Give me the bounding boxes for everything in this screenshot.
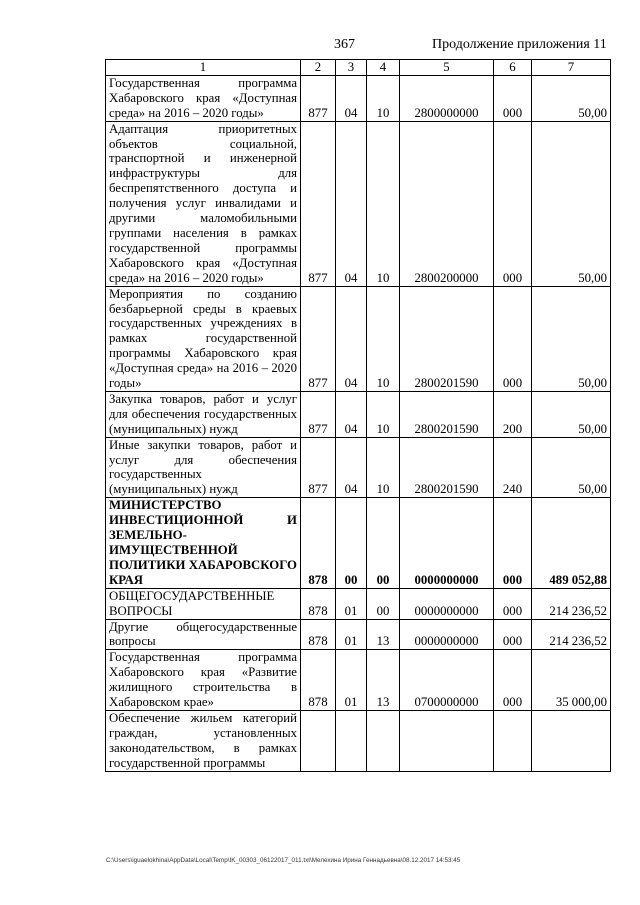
subsection-code-cell: 00 bbox=[367, 498, 400, 588]
expense-type-code-cell: 000 bbox=[494, 588, 532, 619]
subsection-code-cell: 13 bbox=[367, 650, 400, 711]
amount-cell: 50,00 bbox=[532, 391, 611, 437]
amount-cell: 35 000,00 bbox=[532, 650, 611, 711]
row-name-cell: Государственная программа Хабаровского края «Доступная среда» на 2016 – 2020 годы» bbox=[106, 75, 301, 121]
expense-type-code-cell: 200 bbox=[494, 391, 532, 437]
column-number: 2 bbox=[301, 60, 336, 76]
amount-cell: 214 236,52 bbox=[532, 588, 611, 619]
target-item-code-cell: 2800000000 bbox=[400, 75, 494, 121]
subsection-code-cell: 13 bbox=[367, 619, 400, 650]
column-number: 1 bbox=[106, 60, 301, 76]
subsection-code-cell: 00 bbox=[367, 588, 400, 619]
expense-type-code-cell: 000 bbox=[494, 619, 532, 650]
amount-cell: 214 236,52 bbox=[532, 619, 611, 650]
section-code-cell: 04 bbox=[336, 286, 367, 391]
row-name-cell: Мероприятия по созданию безбарьерной среды в краевых государственных учреждениях в рамках государственной программы Хабаровского края «Доступная среда» на 2016 – 2020 годы» bbox=[106, 286, 301, 391]
column-number: 6 bbox=[494, 60, 532, 76]
subsection-code-cell: 10 bbox=[367, 391, 400, 437]
column-number: 7 bbox=[532, 60, 611, 76]
target-item-code-cell: 2800200000 bbox=[400, 121, 494, 286]
column-number: 4 bbox=[367, 60, 400, 76]
row-name-cell: МИНИСТЕРСТВО ИНВЕСТИЦИОННОЙ И ЗЕМЕЛЬНО-ИМУЩЕСТВЕННОЙ ПОЛИТИКИ ХАБАРОВСКОГО КРАЯ bbox=[106, 498, 301, 588]
row-name-cell: Иные закупки товаров, работ и услуг для обеспечения государственных (муниципальных) нужд bbox=[106, 437, 301, 498]
section-code-cell: 04 bbox=[336, 437, 367, 498]
file-path-footer: C:\Users\iguaelokhina\AppData\Local\Temp\IK_00303_06122017_011.txt\Мелехина Ирина Геннадьевна\08.12.2017 14:53:45 bbox=[106, 857, 461, 864]
subsection-code-cell: 10 bbox=[367, 437, 400, 498]
target-item-code-cell: 2800201590 bbox=[400, 391, 494, 437]
amount-cell: 50,00 bbox=[532, 121, 611, 286]
subsection-code-cell bbox=[367, 710, 400, 771]
table-row bbox=[106, 619, 611, 650]
amount-cell: 50,00 bbox=[532, 75, 611, 121]
row-name-cell: Обеспечение жильем категорий граждан, установленных законодательством, в рамках государственной программы bbox=[106, 710, 301, 771]
department-code-cell: 877 bbox=[301, 391, 336, 437]
expense-type-code-cell: 000 bbox=[494, 121, 532, 286]
column-number-row bbox=[106, 60, 611, 76]
target-item-code-cell: 0700000000 bbox=[400, 650, 494, 711]
department-code-cell: 877 bbox=[301, 437, 336, 498]
page-number: 367 bbox=[334, 37, 355, 52]
budget-table bbox=[105, 59, 611, 772]
expense-type-code-cell: 240 bbox=[494, 437, 532, 498]
department-code-cell: 877 bbox=[301, 286, 336, 391]
expense-type-code-cell bbox=[494, 710, 532, 771]
target-item-code-cell: 2800201590 bbox=[400, 286, 494, 391]
expense-type-code-cell: 000 bbox=[494, 75, 532, 121]
section-code-cell bbox=[336, 710, 367, 771]
amount-cell bbox=[532, 710, 611, 771]
amount-cell: 489 052,88 bbox=[532, 498, 611, 588]
target-item-code-cell: 0000000000 bbox=[400, 498, 494, 588]
row-name-cell: Другие общегосударственные вопросы bbox=[106, 619, 301, 650]
table-row bbox=[106, 121, 611, 286]
section-code-cell: 01 bbox=[336, 619, 367, 650]
expense-type-code-cell: 000 bbox=[494, 498, 532, 588]
subsection-code-cell: 10 bbox=[367, 286, 400, 391]
section-code-cell: 01 bbox=[336, 588, 367, 619]
amount-cell: 50,00 bbox=[532, 286, 611, 391]
amount-cell: 50,00 bbox=[532, 437, 611, 498]
department-code-cell: 878 bbox=[301, 498, 336, 588]
section-code-cell: 04 bbox=[336, 391, 367, 437]
section-code-cell: 04 bbox=[336, 121, 367, 286]
column-number: 5 bbox=[400, 60, 494, 76]
section-code-cell: 00 bbox=[336, 498, 367, 588]
row-name-cell: Государственная программа Хабаровского края «Развитие жилищного строительства в Хабаровском крае» bbox=[106, 650, 301, 711]
department-code-cell bbox=[301, 710, 336, 771]
target-item-code-cell: 0000000000 bbox=[400, 619, 494, 650]
table-row bbox=[106, 588, 611, 619]
row-name-cell: ОБЩЕГОСУДАРСТВЕННЫЕ ВОПРОСЫ bbox=[106, 588, 301, 619]
table-row bbox=[106, 710, 611, 771]
table-row bbox=[106, 286, 611, 391]
department-code-cell: 878 bbox=[301, 619, 336, 650]
table-row bbox=[106, 650, 611, 711]
expense-type-code-cell: 000 bbox=[494, 650, 532, 711]
target-item-code-cell: 2800201590 bbox=[400, 437, 494, 498]
row-name-cell: Адаптация приоритетных объектов социальной, транспортной и инженерной инфраструктуры для беспрепятственного доступа и получения услуг инвалидами и другими маломобильными группами населения в рамках государственной программы Хабаровского края «Доступная среда» на 2016 – 2020 годы» bbox=[106, 121, 301, 286]
table-row bbox=[106, 75, 611, 121]
column-number: 3 bbox=[336, 60, 367, 76]
department-code-cell: 877 bbox=[301, 75, 336, 121]
section-code-cell: 01 bbox=[336, 650, 367, 711]
table-row bbox=[106, 437, 611, 498]
department-code-cell: 878 bbox=[301, 588, 336, 619]
appendix-continuation-label: Продолжение приложения 11 bbox=[432, 37, 607, 52]
table-row bbox=[106, 498, 611, 588]
section-code-cell: 04 bbox=[336, 75, 367, 121]
department-code-cell: 878 bbox=[301, 650, 336, 711]
subsection-code-cell: 10 bbox=[367, 75, 400, 121]
target-item-code-cell bbox=[400, 710, 494, 771]
table-row bbox=[106, 391, 611, 437]
subsection-code-cell: 10 bbox=[367, 121, 400, 286]
target-item-code-cell: 0000000000 bbox=[400, 588, 494, 619]
expense-type-code-cell: 000 bbox=[494, 286, 532, 391]
row-name-cell: Закупка товаров, работ и услуг для обеспечения государственных (муниципальных) нужд bbox=[106, 391, 301, 437]
department-code-cell: 877 bbox=[301, 121, 336, 286]
